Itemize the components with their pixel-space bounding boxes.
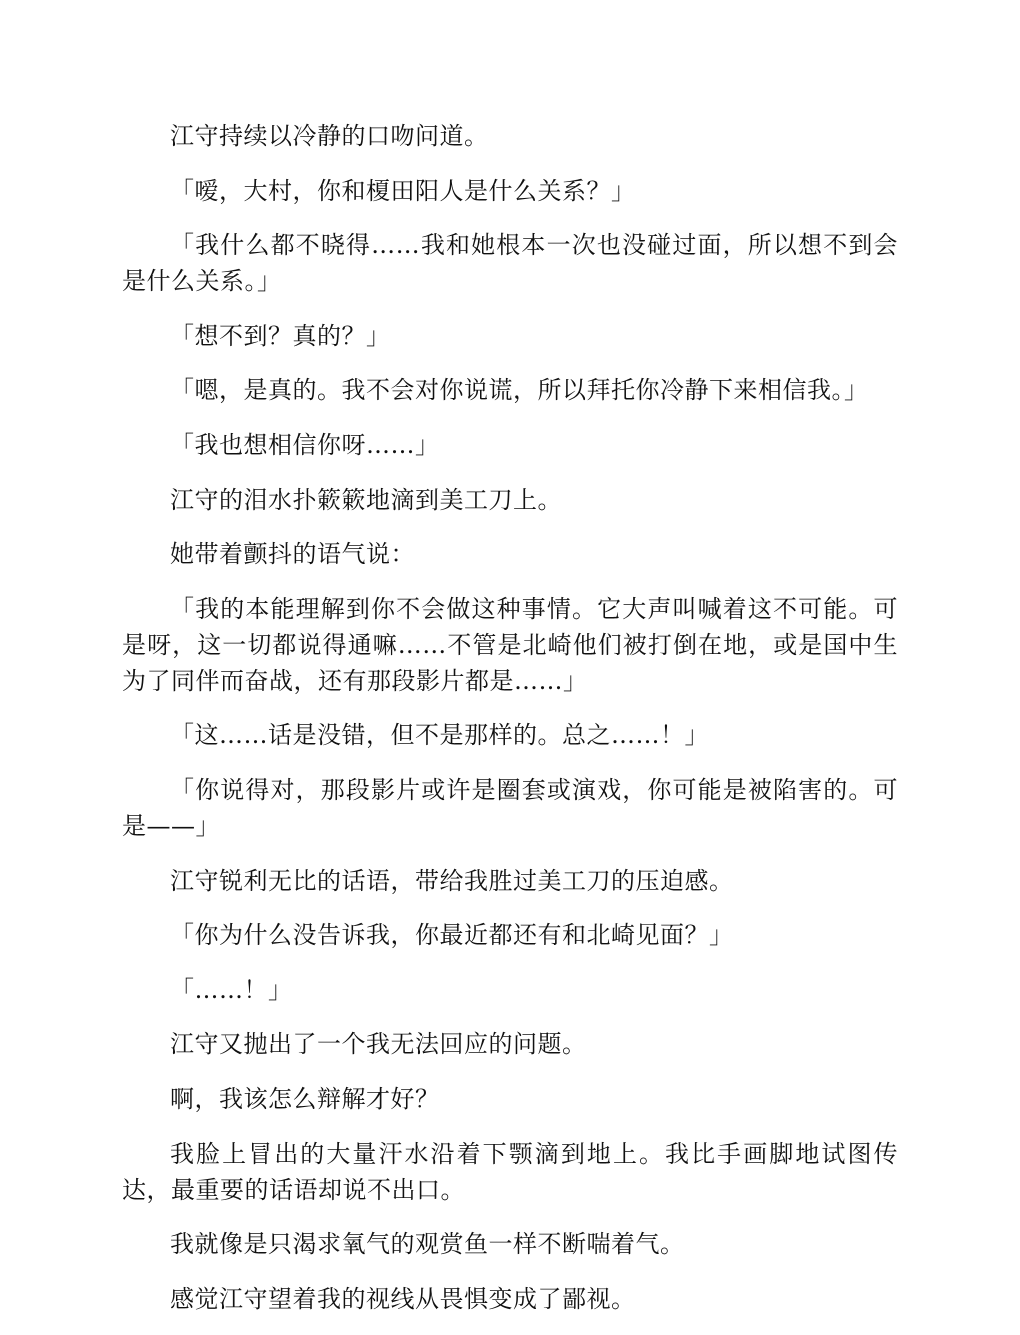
paragraph-9: 「我的本能理解到你不会做这种事情。它大声叫喊着这不可能。可是呀，这一切都说得通嘛……不管是北崎他们被打倒在地，或是国中生为了同伴而奋战，还有那段影片都是……」 bbox=[122, 594, 898, 695]
paragraph-8: 她带着颤抖的语气说： bbox=[170, 540, 415, 569]
paragraph-7: 江守的泪水扑簌簌地滴到美工刀上。 bbox=[170, 485, 562, 514]
paragraph-12: 江守锐利无比的话语，带给我胜过美工刀的压迫感。 bbox=[170, 866, 734, 895]
paragraph-2: 「嗳，大村，你和榎田阳人是什么关系？」 bbox=[170, 176, 636, 205]
paragraph-4: 「想不到？真的？」 bbox=[170, 321, 391, 350]
paragraph-10: 「这……话是没错，但不是那样的。总之……！」 bbox=[170, 721, 709, 750]
paragraph-11: 「你说得对，那段影片或许是圈套或演戏，你可能是被陷害的。可是——」 bbox=[122, 775, 898, 840]
paragraph-18: 我就像是只渴求氧气的观赏鱼一样不断喘着气。 bbox=[170, 1230, 685, 1259]
paragraph-5: 「嗯，是真的。我不会对你说谎，所以拜托你冷静下来相信我。」 bbox=[170, 376, 869, 405]
paragraph-17: 我脸上冒出的大量汗水沿着下颚滴到地上。我比手画脚地试图传达，最重要的话语却说不出口。 bbox=[122, 1139, 898, 1204]
paragraph-6: 「我也想相信你呀……」 bbox=[170, 430, 440, 459]
paragraph-16: 啊，我该怎么辩解才好？ bbox=[170, 1084, 440, 1113]
paragraph-3: 「我什么都不晓得……我和她根本一次也没碰过面，所以想不到会是什么关系。」 bbox=[122, 231, 898, 296]
paragraph-19: 感觉江守望着我的视线从畏惧变成了鄙视。 bbox=[170, 1284, 636, 1313]
paragraph-1: 江守持续以冷静的口吻问道。 bbox=[170, 122, 489, 150]
paragraph-14: 「……！」 bbox=[170, 975, 293, 1004]
paragraph-15: 江守又抛出了一个我无法回应的问题。 bbox=[170, 1030, 587, 1059]
document-body bbox=[122, 118, 898, 1335]
paragraph-13: 「你为什么没告诉我，你最近都还有和北崎见面？」 bbox=[170, 921, 734, 950]
